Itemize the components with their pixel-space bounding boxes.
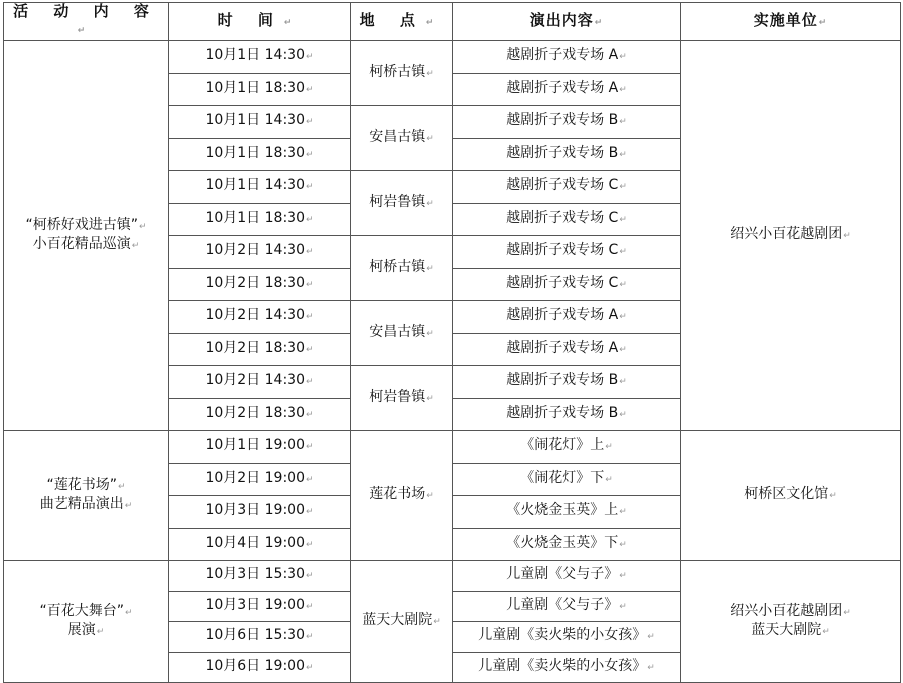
- venue-cell: 柯岩鲁镇↵: [351, 366, 453, 431]
- content-cell: 越剧折子戏专场 A↵: [453, 41, 681, 74]
- schedule-row: [4, 431, 901, 464]
- content-cell: 儿童剧《卖火柴的小女孩》↵: [453, 652, 681, 683]
- time-cell: 10月1日 18:30↵: [169, 203, 351, 236]
- venue-cell: 安昌古镇↵: [351, 301, 453, 366]
- venue-cell: 蓝天大剧院↵: [351, 561, 453, 683]
- time-cell: 10月1日 14:30↵: [169, 106, 351, 139]
- venue-cell: 安昌古镇↵: [351, 106, 453, 171]
- time-cell: 10月1日 18:30↵: [169, 138, 351, 171]
- schedule-row: [4, 561, 901, 592]
- time-cell: 10月3日 19:00↵: [169, 496, 351, 529]
- organizer-cell: 柯桥区文化馆↵: [681, 431, 901, 561]
- header-organizer: 实施单位↵: [681, 3, 901, 41]
- time-cell: 10月2日 18:30↵: [169, 398, 351, 431]
- content-cell: 儿童剧《父与子》↵: [453, 561, 681, 592]
- header-content: 演出内容↵: [453, 3, 681, 41]
- time-cell: 10月1日 18:30↵: [169, 73, 351, 106]
- content-cell: 越剧折子戏专场 C↵: [453, 236, 681, 269]
- activity-cell: “百花大舞台”↵ 展演↵: [4, 561, 169, 683]
- header-row: [4, 3, 901, 41]
- time-cell: 10月6日 19:00↵: [169, 652, 351, 683]
- content-cell: 越剧折子戏专场 C↵: [453, 171, 681, 204]
- content-cell: 儿童剧《卖火柴的小女孩》↵: [453, 622, 681, 653]
- time-cell: 10月1日 19:00↵: [169, 431, 351, 464]
- schedule-row: [4, 41, 901, 74]
- content-cell: 《火烧金玉英》上↵: [453, 496, 681, 529]
- content-cell: 越剧折子戏专场 A↵: [453, 73, 681, 106]
- organizer-cell: 绍兴小百花越剧团↵: [681, 41, 901, 431]
- content-cell: 越剧折子戏专场 C↵: [453, 268, 681, 301]
- content-cell: 《火烧金玉英》下↵: [453, 528, 681, 561]
- time-cell: 10月2日 18:30↵: [169, 333, 351, 366]
- time-cell: 10月2日 14:30↵: [169, 236, 351, 269]
- time-cell: 10月6日 15:30↵: [169, 622, 351, 653]
- header-venue: 地 点↵: [351, 3, 453, 41]
- time-cell: 10月3日 15:30↵: [169, 561, 351, 592]
- content-cell: 越剧折子戏专场 A↵: [453, 333, 681, 366]
- header-activity: 活 动 内 容↵: [4, 3, 169, 41]
- content-cell: 越剧折子戏专场 A↵: [453, 301, 681, 334]
- venue-cell: 柯桥古镇↵: [351, 236, 453, 301]
- organizer-cell: 绍兴小百花越剧团↵ 蓝天大剧院↵: [681, 561, 901, 683]
- time-cell: 10月1日 14:30↵: [169, 41, 351, 74]
- time-cell: 10月4日 19:00↵: [169, 528, 351, 561]
- content-cell: 儿童剧《父与子》↵: [453, 591, 681, 622]
- content-cell: 越剧折子戏专场 B↵: [453, 138, 681, 171]
- content-cell: 越剧折子戏专场 B↵: [453, 398, 681, 431]
- venue-cell: 柯桥古镇↵: [351, 41, 453, 106]
- time-cell: 10月2日 14:30↵: [169, 366, 351, 399]
- time-cell: 10月3日 19:00↵: [169, 591, 351, 622]
- content-cell: 《闹花灯》上↵: [453, 431, 681, 464]
- content-cell: 《闹花灯》下↵: [453, 463, 681, 496]
- content-cell: 越剧折子戏专场 C↵: [453, 203, 681, 236]
- content-cell: 越剧折子戏专场 B↵: [453, 366, 681, 399]
- time-cell: 10月2日 19:00↵: [169, 463, 351, 496]
- activity-cell: “莲花书场”↵ 曲艺精品演出↵: [4, 431, 169, 561]
- venue-cell: 莲花书场↵: [351, 431, 453, 561]
- content-cell: 越剧折子戏专场 B↵: [453, 106, 681, 139]
- schedule-table: [3, 2, 901, 683]
- time-cell: 10月2日 14:30↵: [169, 301, 351, 334]
- time-cell: 10月2日 18:30↵: [169, 268, 351, 301]
- time-cell: 10月1日 14:30↵: [169, 171, 351, 204]
- activity-cell: “柯桥好戏进古镇”↵ 小百花精品巡演↵: [4, 41, 169, 431]
- venue-cell: 柯岩鲁镇↵: [351, 171, 453, 236]
- header-time: 时 间↵: [169, 3, 351, 41]
